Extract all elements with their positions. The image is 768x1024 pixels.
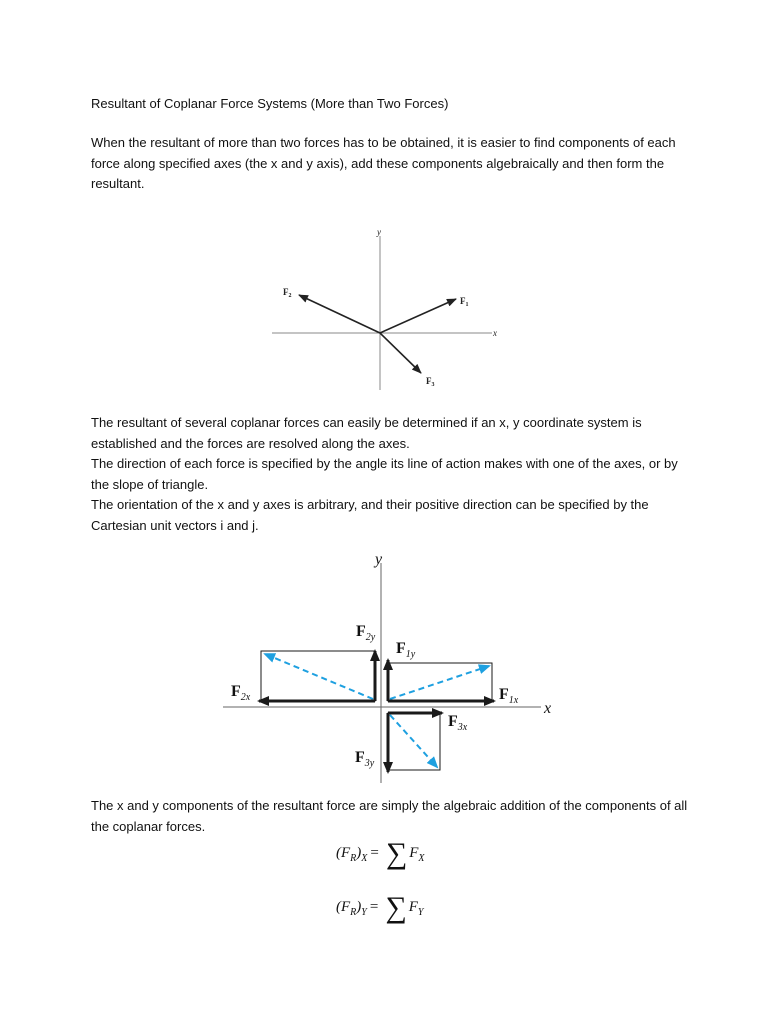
fig2-x-label: x xyxy=(544,700,552,717)
fig2-y-label: y xyxy=(375,551,383,568)
intro-text: When the resultant of more than two forces has to be obtained, it is easier to find components of each force along specified axes (the x and y axis), add these components algebraically and then form the resultant. xyxy=(91,135,676,191)
para2-line2: The direction of each force is specified by the angle its line of action makes with one of the axes, or by the slope of triangle. xyxy=(91,456,678,492)
fig2-f3y-label: $F_{3y}$ xyxy=(355,749,375,769)
equation-resultant-x: $(F_R)_X$ = ∑ $F_X$ xyxy=(336,837,425,870)
fig1-y-label: y xyxy=(377,227,381,237)
intro-paragraph xyxy=(91,133,691,195)
fig1-f2-label: $F_2$ xyxy=(283,287,292,299)
fig1-x-label: x xyxy=(493,328,497,338)
fig2-f2y-label: $F_{2y}$ xyxy=(356,623,376,643)
fig2-f3x-label: $F_{3x}$ xyxy=(448,713,468,733)
fig1-f2-arrow xyxy=(299,295,380,333)
fig1-f1-label: $F_1$ xyxy=(460,296,469,308)
fig2-f1x-label: $F_{1x}$ xyxy=(499,686,519,706)
figure-force-components xyxy=(215,545,575,785)
para2-line3: The orientation of the x and y axes is arbitrary, and their positive direction can be specified by the Cartesian unit vectors i and j. xyxy=(91,497,649,533)
figure-three-forces xyxy=(260,222,510,392)
fig2-f2-dashed xyxy=(265,654,373,699)
sigma-symbol: ∑ xyxy=(385,837,408,870)
fig1-f3-label: $F_3$ xyxy=(426,376,435,388)
para2-line1: The resultant of several coplanar forces can easily be determined if an x, y coordinate system is established and the forces are resolved along the axes. xyxy=(91,415,642,451)
body-paragraph-2 xyxy=(91,413,691,536)
fig2-f1y-label: $F_{1y}$ xyxy=(396,640,416,660)
para3-text: The x and y components of the resultant force are simply the algebraic addition of the components of all the coplanar forces. xyxy=(91,798,688,834)
fig2-f2x-label: $F_{2x}$ xyxy=(231,683,251,703)
fig2-f3-dashed xyxy=(390,715,437,767)
fig1-f3-arrow xyxy=(380,333,421,373)
equation-resultant-y: $(F_R)_Y$ = ∑ $F_Y$ xyxy=(336,891,424,924)
sigma-symbol: ∑ xyxy=(385,891,407,924)
document-title: Resultant of Coplanar Force Systems (More than Two Forces) xyxy=(91,96,449,111)
body-paragraph-3 xyxy=(91,796,691,837)
fig2-f1-dashed xyxy=(390,666,489,699)
fig1-f1-arrow xyxy=(380,299,456,333)
